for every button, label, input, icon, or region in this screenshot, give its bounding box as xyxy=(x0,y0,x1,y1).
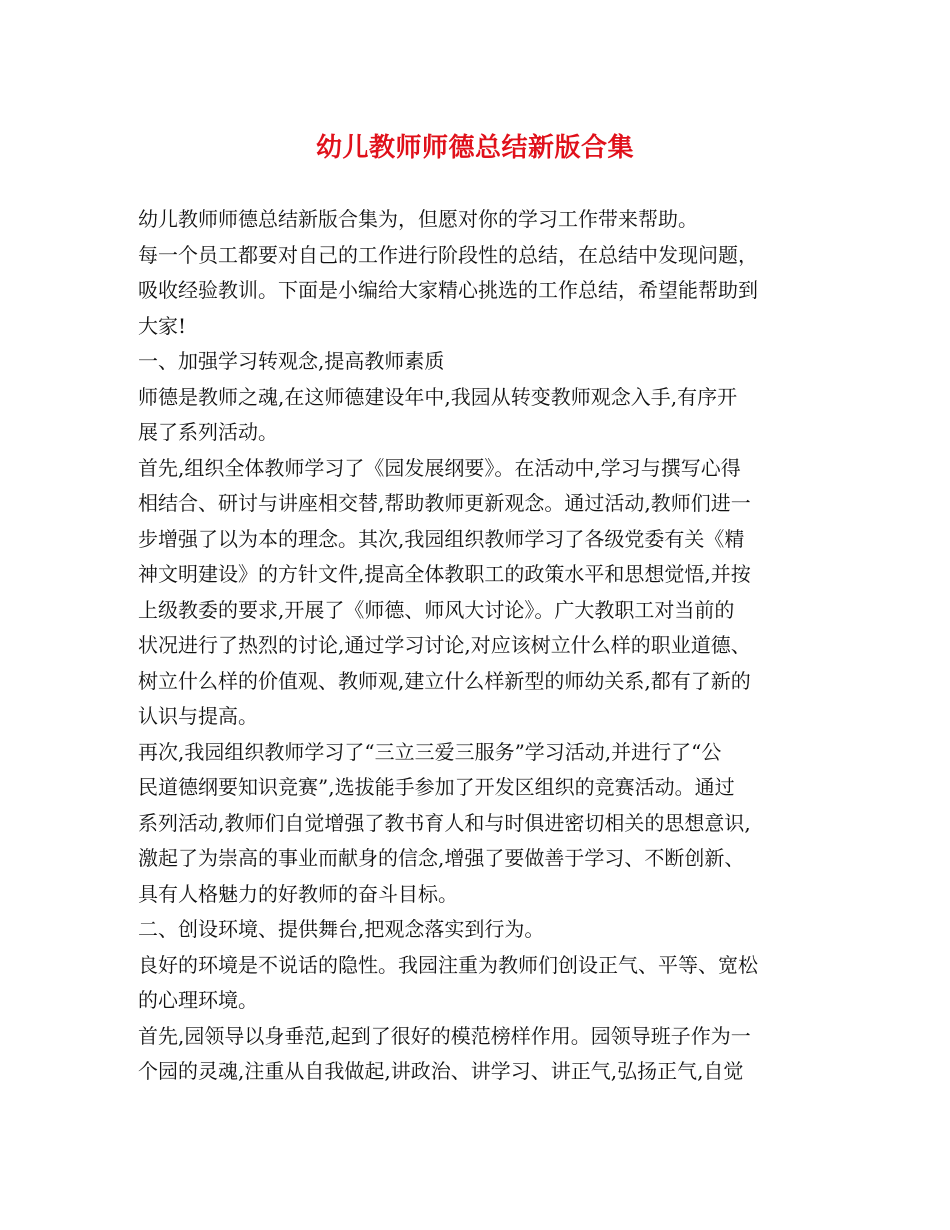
body-line: 相结合、研讨与讲座相交替,帮助教师更新观念。通过活动,教师们进一 xyxy=(138,491,751,515)
body-line: 首先,组织全体教师学习了《园发展纲要》。在活动中,学习与撰写心得 xyxy=(138,455,741,480)
body-line: 民道德纲要知识竞赛”,选拔能手参加了开发区组织的竞赛活动。通过 xyxy=(138,775,735,799)
body-line: 首先,园领导以身垂范,起到了很好的模范榜样作用。园领导班子作为一 xyxy=(138,1023,751,1048)
body-line: 激起了为崇高的事业而献身的信念,增强了要做善于学习、不断创新、 xyxy=(138,846,745,870)
body-line: 状况进行了热烈的讨论,通过学习讨论,对应该树立什么样的职业道德、 xyxy=(138,633,751,657)
document-body xyxy=(138,202,814,1090)
body-line: 的心理环境。 xyxy=(138,988,258,1012)
body-line: 大家! xyxy=(138,313,187,338)
document-title: 幼儿教师师德总结新版合集 xyxy=(315,133,634,163)
body-line: 认识与提高。 xyxy=(138,704,258,728)
body-line: 吸收经验教训。下面是小编给大家精心挑选的工作总结，希望能帮助到 xyxy=(138,278,758,302)
body-line: 树立什么样的价值观、教师观,建立什么样新型的师幼关系,都有了新的 xyxy=(138,668,751,693)
body-line: 展了系列活动。 xyxy=(138,420,278,444)
body-line: 每一个员工都要对自己的工作进行阶段性的总结，在总结中发现问题， xyxy=(138,242,758,267)
body-line: 步增强了以为本的理念。其次,我园组织教师学习了各级党委有关《精 xyxy=(138,526,745,551)
body-line: 良好的环境是不说话的隐性。我园注重为教师们创设正气、平等、宽松 xyxy=(138,952,758,977)
body-line: 师德是教师之魂,在这师德建设年中,我园从转变教师观念入手,有序开 xyxy=(138,384,738,409)
body-line: 再次,我园组织教师学习了“三立三爱三服务”学习活动,并进行了“公 xyxy=(138,739,722,764)
body-line: 上级教委的要求,开展了《师德、师风大讨论》。广大教职工对当前的 xyxy=(138,597,735,622)
body-line: 幼儿教师师德总结新版合集为，但愿对你的学习工作带来帮助。 xyxy=(138,207,698,231)
body-line: 神文明建设》的方针文件,提高全体教职工的政策水平和思想觉悟,并按 xyxy=(138,562,751,586)
body-line: 个园的灵魂,注重从自我做起,讲政治、讲学习、讲正气,弘扬正气,自觉 xyxy=(138,1059,744,1083)
body-line: 二、创设环境、提供舞台,把观念落实到行为。 xyxy=(138,917,545,941)
body-line: 一、加强学习转观念,提高教师素质 xyxy=(138,349,445,373)
body-line: 具有人格魅力的好教师的奋斗目标。 xyxy=(138,881,458,906)
body-line: 系列活动,教师们自觉增强了教书育人和与时俱进密切相关的思想意识, xyxy=(138,810,751,835)
